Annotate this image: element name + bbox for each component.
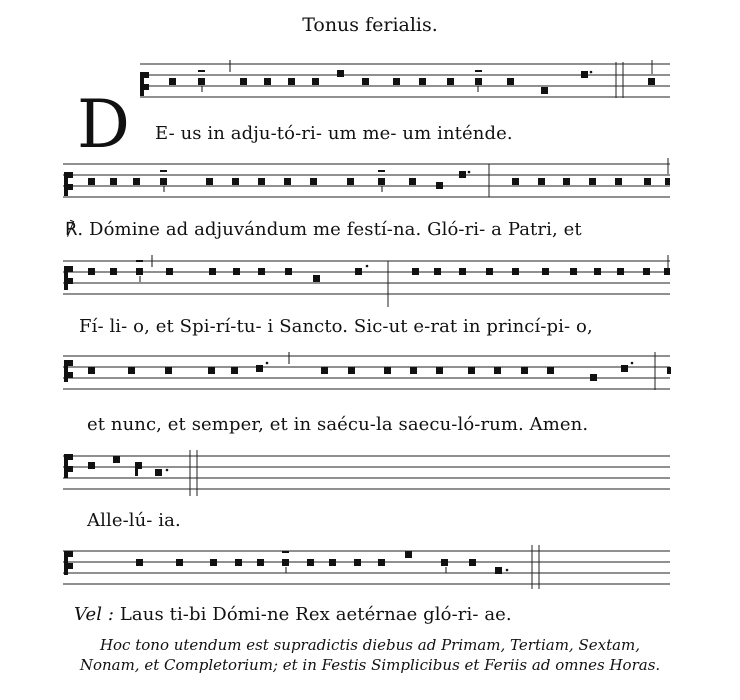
lyric-line-4: et nunc, et semper, et in saécu-la saecu-ló-rum. Amen. bbox=[87, 414, 589, 435]
c-clef-icon bbox=[64, 172, 73, 196]
neumes bbox=[88, 456, 168, 476]
drop-cap-initial: D bbox=[77, 86, 130, 163]
staff-4 bbox=[0, 352, 740, 400]
lyric-line-3: Fí- li- o, et Spi-rí-tu- i Sancto. Sic-ut e-rat in princí-pi- o, bbox=[79, 316, 593, 337]
c-clef-icon bbox=[64, 266, 73, 290]
lyric-line-1: E- us in adju-tó-ri- um me- um inténde. bbox=[155, 123, 513, 144]
c-clef-icon bbox=[64, 551, 73, 575]
neumes bbox=[169, 60, 655, 94]
rubric-line-1: Hoc tono utendum est supradictis diebus ad Primam, Tertiam, Sextam, bbox=[99, 636, 641, 654]
neumes bbox=[88, 170, 670, 192]
c-clef-icon bbox=[64, 360, 73, 382]
c-clef-icon bbox=[64, 454, 73, 478]
staff-5 bbox=[0, 450, 740, 500]
staff-2 bbox=[0, 158, 740, 202]
staff-3 bbox=[0, 255, 740, 311]
lyric-line-6-text: Laus ti-bi Dómi-ne Rex aetérnae gló-ri- ae. bbox=[119, 604, 512, 625]
chant-title: Tonus ferialis. bbox=[302, 14, 438, 36]
vel-label: Vel : bbox=[74, 604, 115, 625]
c-clef-icon bbox=[140, 72, 149, 96]
lyric-line-2: ℟. Dómine ad adjuvándum me festí-na. Gló-ri- a Patri, et bbox=[65, 219, 582, 240]
rubric-line-2: Nonam, et Completorium; et in Festis Simplicibus et Feriis ad omnes Horas. bbox=[79, 656, 661, 674]
lyric-line-5: Alle-lú- ia. bbox=[87, 510, 181, 531]
neumes bbox=[88, 255, 670, 282]
staff-6 bbox=[0, 545, 740, 593]
lyric-line-6 bbox=[74, 604, 512, 625]
